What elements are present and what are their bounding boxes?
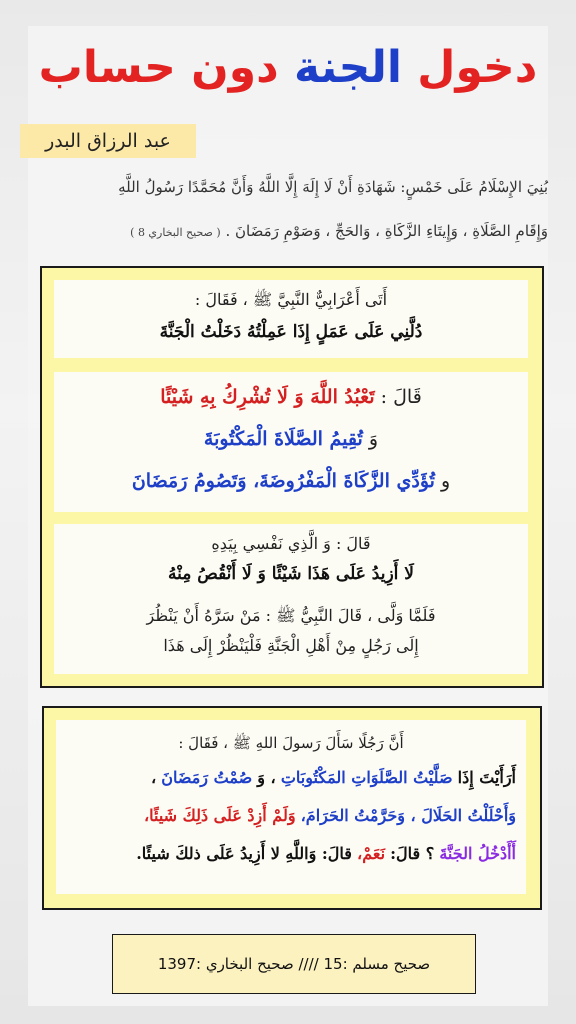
hadith-2-line-1: أَنَّ رَجُلًا سَأَلَ رَسولَ اللهِ ﷺ ، فَقَالَ : — [178, 734, 404, 752]
intro-line-2 — [30, 222, 548, 240]
intro-reference: ( صحيح البخاري 8 ) — [130, 226, 221, 239]
page-title — [0, 42, 576, 93]
hadith-1-card-1-line-2: دُلَّنِي عَلَى عَمَلٍ إِذَا عَمِلْتُهُ دَخَلْتُ الْجَنَّةَ — [159, 322, 423, 342]
hadith-2-box — [42, 706, 542, 910]
prefix-text: و — [440, 470, 451, 492]
references-box: صحيح مسلم :15 //// صحيح البخاري :1397 — [112, 934, 476, 994]
zakat-fasting-text: تُؤَدِّي الزَّكَاةَ الْمَفْرُوضَةَ، وَتَصُومُ رَمَضَانَ — [131, 470, 435, 492]
hadith-1-card-3-line-2: لَا أَزِيدُ عَلَى هَذَا شَيْئًا وَ لَا أَنْقُصُ مِنْهُ — [167, 564, 414, 584]
hadith-1-card-2-line-2 — [54, 428, 528, 450]
intro-line-1: بُنِيَ الإِسْلَامُ عَلَى خَمْسٍ: شَهَادَةِ أَنْ لَا إِلَهَ إِلَّا اللَّهُ وَأَنَّ مُحَمَّدًا رَسُولُ اللَّهِ — [118, 178, 548, 196]
question-prefix: أَرَأَيْتَ إِذَا — [457, 768, 516, 787]
no-addition-text: وَلَمْ أَزِدْ عَلَى ذَلِكَ شَيئًا، — [143, 806, 296, 825]
hadith-2-line-4 — [66, 844, 516, 863]
worship-allah-text: تَعْبُدُ اللَّهَ وَ لَا تُشْرِكُ بِهِ شَيْئًا — [160, 386, 375, 408]
he-said-text: ؟ قالَ: — [390, 844, 435, 863]
ramadan-text: صُمْتُ رَمَضَانَ — [161, 768, 253, 787]
hadith-2-line-2 — [66, 768, 516, 787]
hadith-1-card-3-line-1: قَالَ : وَ الَّذِي نَفْسِي بِيَدِهِ — [211, 534, 371, 553]
hadith-1-card-2 — [54, 372, 528, 512]
title-word-without-reckoning: دون حساب — [38, 42, 279, 93]
prefix-text: وَ — [368, 428, 379, 450]
conjunction-text: ، وَ — [257, 768, 276, 787]
enter-paradise-question: أَأَدْخُلُ الجَنَّةَ — [439, 844, 516, 863]
hadith-1-card-1 — [54, 280, 528, 358]
title-word-entry: دخول — [417, 42, 538, 93]
hadith-2-line-3 — [66, 806, 516, 825]
title-word-paradise: الجنة — [294, 42, 402, 93]
prefix-text: قَالَ : — [380, 386, 422, 408]
hadith-1-card-3-line-4: إِلَى رَجُلٍ مِنْ أَهْلِ الْجَنَّةِ فَلْيَنْظُرْ إِلَى هَذَا — [163, 636, 419, 655]
comma-text: ، — [150, 768, 157, 787]
author-label: عبد الرزاق البدر — [20, 124, 196, 158]
halal-haram-text: وَأَحْلَلْتُ الحَلَالَ ، وَحَرَّمْتُ الحَرَامَ، — [300, 806, 516, 825]
hadith-2-card — [56, 720, 526, 894]
hadith-1-card-3 — [54, 524, 528, 674]
prayer-text: تُقِيمُ الصَّلَاةَ الْمَكْتُوبَةَ — [203, 428, 363, 450]
hadith-1-card-2-line-3 — [54, 470, 528, 492]
hadith-1-card-1-line-1: أَتَى أَعْرَابِيٌّ النَّبِيَّ ﷺ ، فَقَالَ : — [194, 290, 388, 309]
yes-text: نَعَمْ، — [357, 844, 386, 863]
prayers-text: صَلَّيْتُ الصَّلَوَاتِ المَكْتُوبَاتِ — [280, 768, 453, 787]
hadith-1-card-2-line-1 — [54, 386, 528, 408]
hadith-1-box — [40, 266, 544, 688]
oath-text: قالَ: وَاللَّهِ لا أَزِيدُ عَلَى ذلكَ شيئًا. — [136, 844, 352, 863]
intro-line-2-text: وَإِقَامِ الصَّلَاةِ ، وَإِيتَاءِ الزَّكَاةِ ، وَالحَجِّ ، وَصَوْمِ رَمَضَانَ . — [225, 222, 548, 240]
hadith-1-card-3-line-3: فَلَمَّا وَلَّى ، قَالَ النَّبِيُّ ﷺ : مَنْ سَرَّهُ أَنْ يَنْظُرَ — [146, 606, 436, 625]
